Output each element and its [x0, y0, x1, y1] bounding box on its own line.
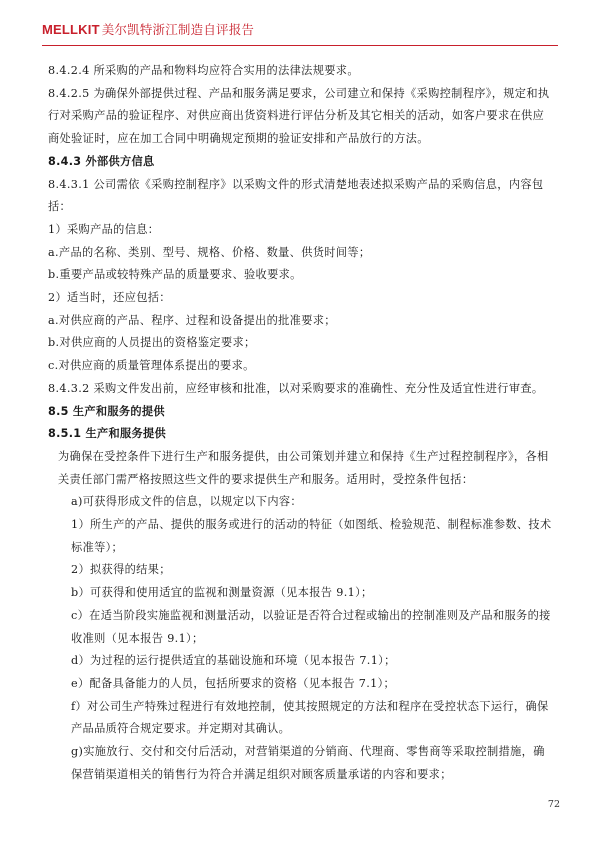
section-heading-8-4-3: 8.4.3 外部供方信息 — [48, 154, 155, 168]
page-header — [42, 20, 254, 42]
report-title: 美尔凯特浙江制造自评报告 — [101, 22, 255, 37]
list-item: g)实施放行、交付和交付后活动，对营销渠道的分销商、代理商、零售商等采取控制措施，确保营销渠道相关的销售行为符合并满足组织对顾客质量承诺的内容和要求； — [71, 745, 545, 781]
list-item: a)可获得形成文件的信息，以规定以下内容： — [71, 495, 302, 509]
brand-logo-text: MELLKIT — [42, 22, 100, 37]
clause-8-4-2-5: 8.4.2.5 为确保外部提供过程、产品和服务满足要求，公司建立和保持《采购控制程序》，规定和执行对采购产品的验证程序、对供应商出货资料进行评估分析及其它相关的活动，如客户要求在供应商处验证时，应在加工合同中明确规定预期的验证安排和产品放行的方法。 — [48, 86, 550, 146]
clause-8-4-2-4: 8.4.2.4 所采购的产品和物料均应符合实用的法律法规要求。 — [48, 64, 359, 77]
page-number: 72 — [547, 799, 560, 810]
list-item: 1）采购产品的信息： — [48, 222, 160, 236]
list-item: e）配备具备能力的人员，包括所要求的资格（见本报告 7.1）； — [71, 676, 396, 690]
list-item: 1）所生产的产品、提供的服务或进行的活动的特征（如图纸、检验规范、制程标准参数、技术标准等）； — [71, 518, 552, 554]
list-item: a.对供应商的产品、程序、过程和设备提出的批准要求； — [48, 313, 336, 327]
list-item: b.对供应商的人员提出的资格鉴定要求； — [48, 336, 256, 350]
list-item: 2）拟获得的结果； — [71, 563, 171, 577]
clause-8-4-3-2: 8.4.3.2 采购文件发出前，应经审核和批准，以对采购要求的准确性、充分性及适宜性进行审查。 — [48, 381, 544, 395]
list-item: c）在适当阶段实施监视和测量活动，以验证是否符合过程或输出的控制准则及产品和服务的接收准则（见本报告 9.1）； — [71, 608, 551, 645]
list-item: a.产品的名称、类别、型号、规格、价格、数量、供货时间等； — [48, 245, 371, 259]
list-item: 2）适当时，还应包括： — [48, 291, 171, 305]
list-item: c.对供应商的质量管理体系提出的要求。 — [48, 359, 255, 373]
list-item: f）对公司生产特殊过程进行有效地控制，使其按照规定的方法和程序在受控状态下运行，确保产品品质符合规定要求。并定期对其确认。 — [71, 699, 549, 736]
list-item: b.重要产品或较特殊产品的质量要求、验收要求。 — [48, 268, 302, 282]
list-item: d）为过程的运行提供适宜的基础设施和环境（见本报告 7.1）； — [71, 654, 396, 668]
document-body — [48, 60, 554, 787]
header-divider — [42, 45, 558, 46]
intro-paragraph: 为确保在受控条件下进行生产和服务提供，由公司策划并建立和保持《生产过程控制程序》，各相关责任部门需严格按照这些文件的要求提供生产和服务。适用时，受控条件包括： — [58, 449, 549, 486]
section-heading-8-5: 8.5 生产和服务的提供 — [48, 404, 165, 418]
section-heading-8-5-1: 8.5.1 生产和服务提供 — [48, 427, 166, 441]
list-item: b）可获得和使用适宜的监视和测量资源（见本报告 9.1）； — [71, 586, 373, 600]
clause-8-4-3-1: 8.4.3.1 公司需依《采购控制程序》以采购文件的形式清楚地表述拟采购产品的采购信息，内容包括： — [48, 177, 544, 214]
